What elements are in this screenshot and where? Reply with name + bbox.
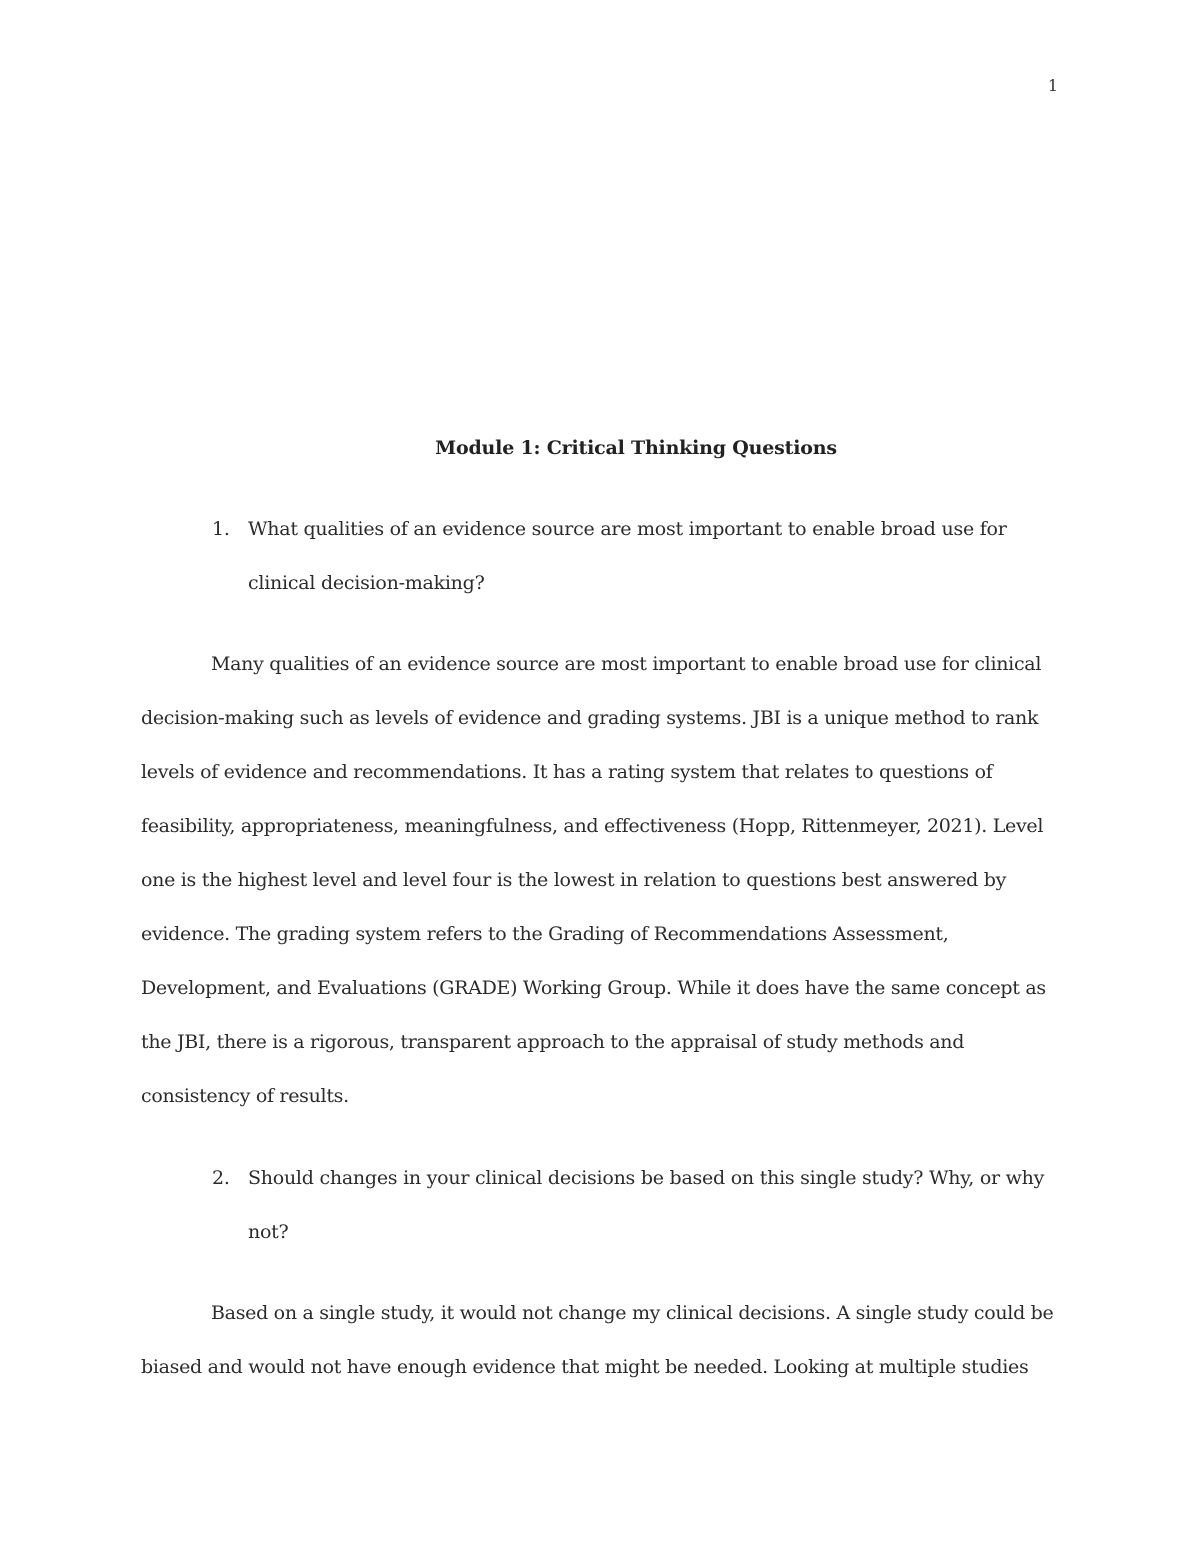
question-1 bbox=[212, 502, 1072, 610]
question-1-text: What qualities of an evidence source are most important to enable broad use for clinical decision-making? bbox=[248, 518, 1007, 594]
question-1-number: 1. bbox=[212, 518, 230, 540]
answer-1-paragraph: Many qualities of an evidence source are most important to enable broad use for clinical decision-making such as levels of evidence and grading systems. JBI is a unique method to rank levels of evidence and recommendations. It has a rating system that relates to questions of feasibility, appropriateness, meaningfulness, and effectiveness (Hopp, Rittenmeyer, 2021). Level one is the highest level and level four is the lowest in relation to questions best answered by evidence. The grading system refers to the Grading of Recommendations Assessment, Development, and Evaluations (GRADE) Working Group. While it does have the same concept as the JBI, there is a rigorous, transparent approach to the appraisal of study methods and consistency of results. bbox=[141, 653, 1046, 1107]
question-2-number: 2. bbox=[212, 1167, 230, 1189]
question-2 bbox=[212, 1151, 1072, 1259]
answer-2-paragraph: Based on a single study, it would not change my clinical decisions. A single study could be biased and would not have enough evidence that might be needed. Looking at multiple studies bbox=[141, 1302, 1054, 1378]
document-title: Module 1: Critical Thinking Questions bbox=[435, 437, 837, 459]
question-2-text: Should changes in your clinical decisions be based on this single study? Why, or why not? bbox=[248, 1167, 1045, 1243]
page-number: 1 bbox=[1047, 76, 1058, 95]
